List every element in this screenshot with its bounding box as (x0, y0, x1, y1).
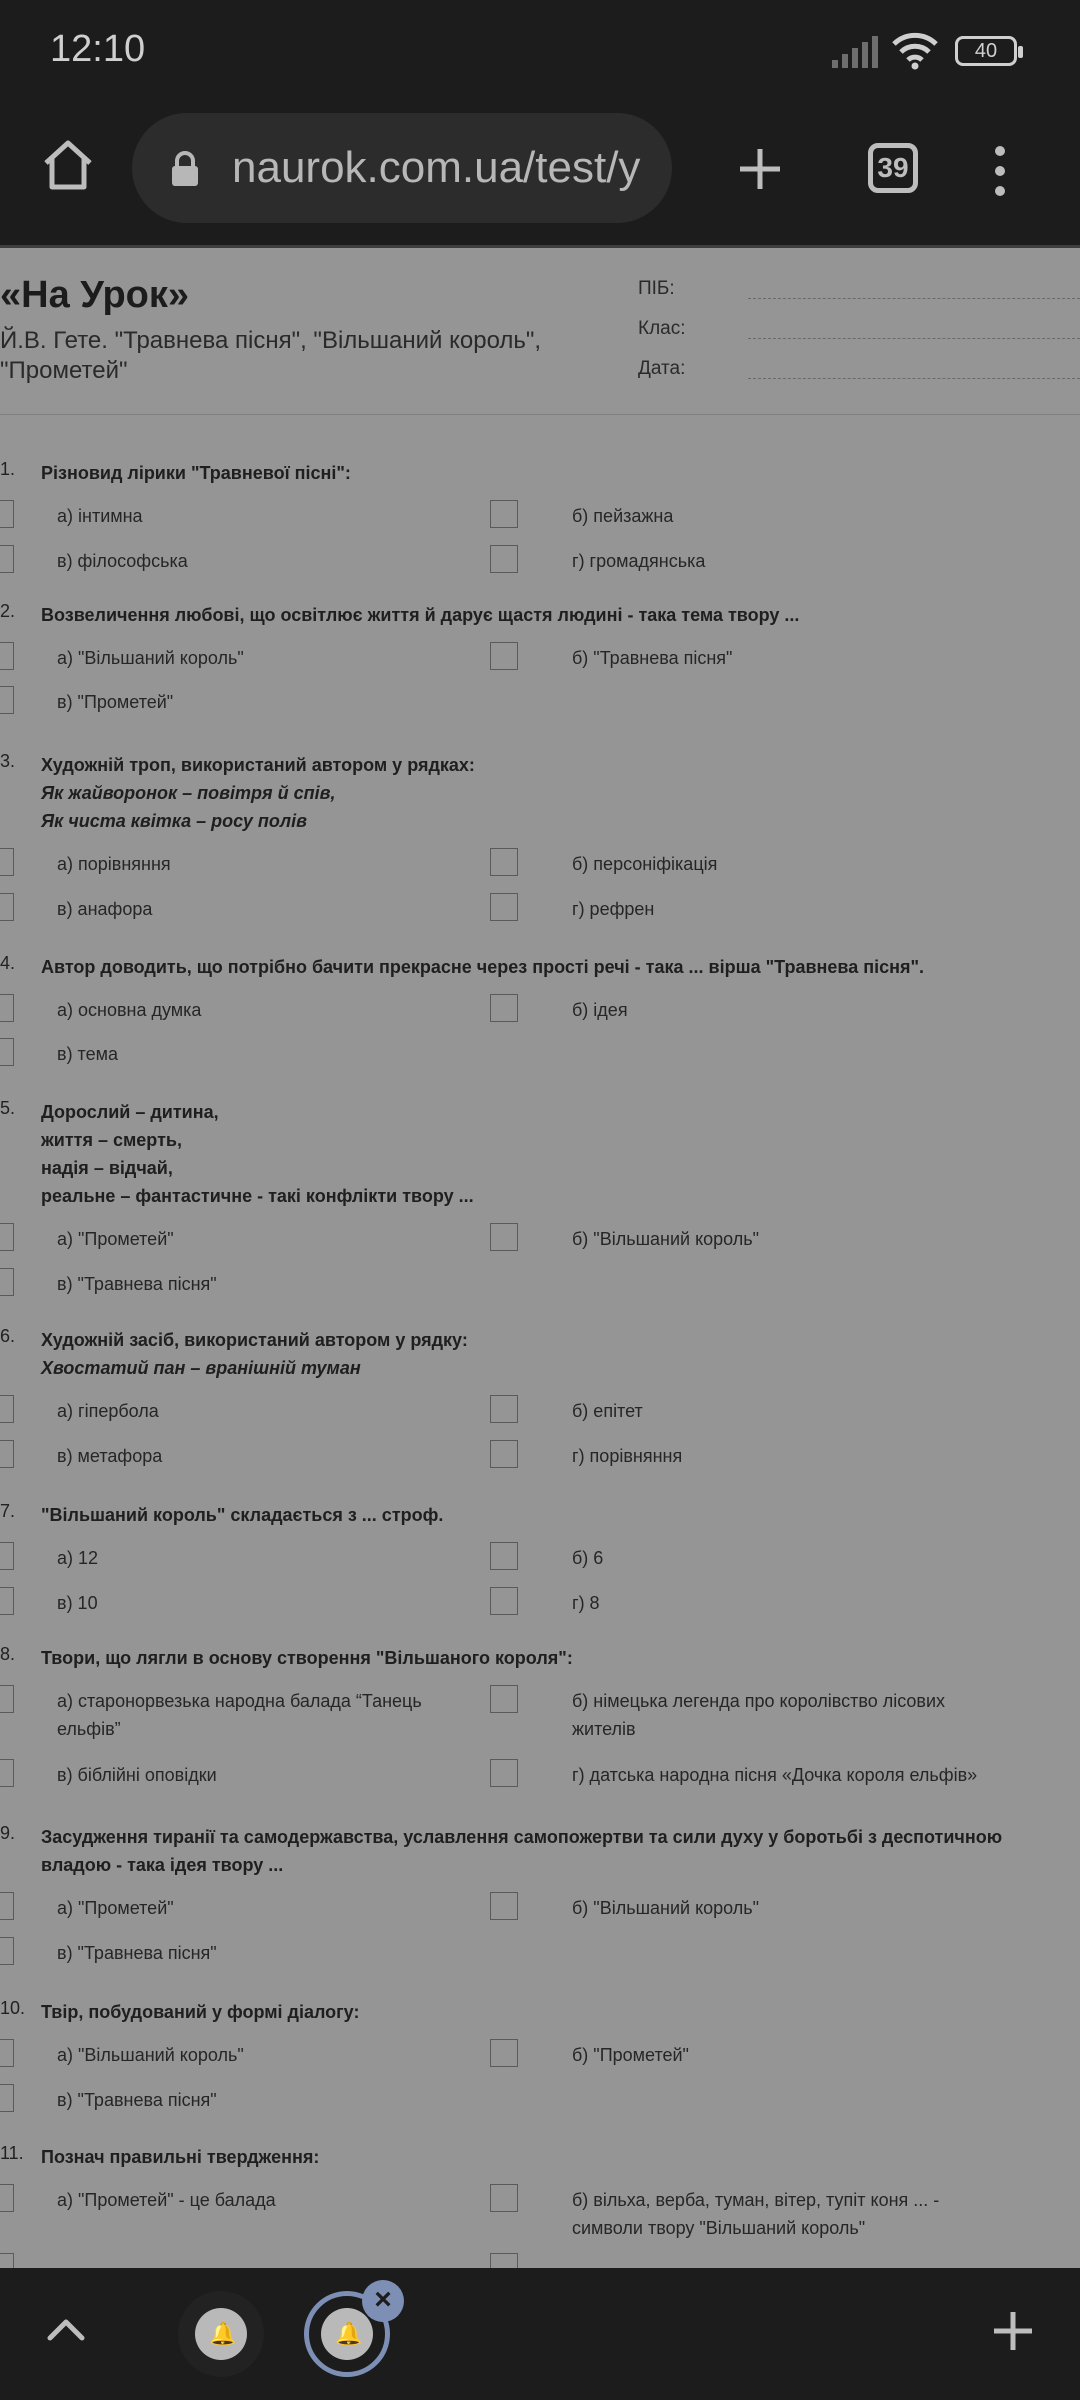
checkbox[interactable] (490, 2039, 518, 2067)
checkbox[interactable] (0, 1038, 14, 1066)
add-tab-icon[interactable] (990, 2308, 1036, 2354)
question-text: Познач правильні твердження: (41, 2147, 320, 2167)
question-number: 4. (0, 953, 16, 973)
address-bar[interactable] (132, 113, 672, 223)
menu-icon[interactable] (985, 141, 1015, 201)
option-label: в) "Травнева пісня" (57, 2090, 217, 2110)
question-text (41, 1326, 1051, 1382)
option-label: г) 8 (572, 1593, 600, 1613)
browser-toolbar (0, 105, 1080, 245)
checkbox[interactable] (0, 1892, 14, 1920)
checkbox[interactable] (0, 1759, 14, 1787)
checkbox[interactable] (0, 1395, 14, 1423)
checkbox[interactable] (0, 848, 14, 876)
question-number: 8. (0, 1644, 16, 1664)
question-text: Засудження тиранії та самодержавства, уславлення самопожертви та сили духу у боротьбі з деспотичною владою - така ідея твору ... (41, 1827, 1003, 1875)
checkbox[interactable] (490, 500, 518, 528)
checkbox[interactable] (490, 1395, 518, 1423)
option-label: в) метафора (57, 1446, 163, 1466)
checkbox[interactable] (0, 1223, 14, 1251)
checkbox[interactable] (0, 545, 14, 573)
option-label: а) 12 (57, 1548, 99, 1568)
question-number: 6. (0, 1326, 16, 1346)
option-label: б) пейзажна (572, 506, 674, 526)
url-text: naurok.com.ua/test/y (232, 143, 641, 192)
checkbox[interactable] (490, 1440, 518, 1468)
question-text (41, 751, 1051, 835)
tab-favicon (195, 2308, 247, 2360)
bell-icon: 🔔 (335, 2321, 363, 2346)
signal-icon (832, 34, 880, 68)
checkbox[interactable] (490, 893, 518, 921)
status-bar (0, 0, 1080, 105)
question-text: Твір, побудований у формі діалогу: (41, 2002, 360, 2022)
checkbox[interactable] (490, 994, 518, 1022)
question-number: 5. (0, 1098, 16, 1118)
option-label: а) "Прометей" - це балада (57, 2190, 276, 2210)
question-text: Твори, що лягли в основу створення "Вільшаного короля": (41, 1648, 573, 1668)
question-prompt: Художній засіб, використаний автором у рядку: (41, 1330, 468, 1350)
question-number: 1. (0, 459, 16, 479)
lock-icon (170, 151, 200, 187)
option-label: а) гіпербола (57, 1401, 159, 1421)
question-number: 7. (0, 1501, 16, 1521)
checkbox[interactable] (490, 1223, 518, 1251)
wifi-icon (892, 32, 938, 70)
checkbox[interactable] (490, 642, 518, 670)
question-text: Автор доводить, що потрібно бачити прекрасне через прості речі - така ... вірша "Травнева пісня". (41, 957, 925, 977)
checkbox[interactable] (0, 1542, 14, 1570)
option-label: в) "Прометей" (57, 692, 174, 712)
question-number: 11. (0, 2143, 24, 2163)
question-number: 10. (0, 1998, 26, 2018)
option-label: а) "Прометей" (57, 1229, 174, 1249)
checkbox[interactable] (0, 1587, 14, 1615)
option-label: б) "Вільшаний король" (572, 1229, 760, 1249)
checkbox[interactable] (0, 2084, 14, 2112)
option-label: а) "Вільшаний король" (57, 2045, 244, 2065)
checkbox[interactable] (490, 1587, 518, 1615)
question-line: Дорослий – дитина, (41, 1102, 219, 1122)
checkbox[interactable] (490, 2184, 518, 2212)
checkbox[interactable] (0, 642, 14, 670)
option-label: б) "Вільшаний король" (572, 1898, 760, 1918)
question-line: життя – смерть, (41, 1130, 182, 1150)
option-label: в) 10 (57, 1593, 98, 1613)
option-label: г) громадянська (572, 551, 706, 571)
option-label: б) епітет (572, 1401, 643, 1421)
question-text: Возвеличення любові, що освітлює життя й дарує щастя людині - така тема твору ... (41, 605, 800, 625)
question-number: 2. (0, 601, 16, 621)
checkbox[interactable] (0, 500, 14, 528)
checkbox[interactable] (0, 2184, 14, 2212)
checkbox[interactable] (490, 1892, 518, 1920)
option-label: а) основна думка (57, 1000, 202, 1020)
page-content (0, 248, 1080, 2268)
tab-favicon (321, 2308, 373, 2360)
option-label: в) філософська (57, 551, 188, 571)
option-label: а) "Прометей" (57, 1898, 174, 1918)
option-label: г) порівняння (572, 1446, 683, 1466)
option-label: а) "Вільшаний король" (57, 648, 244, 668)
option-label: г) рефрен (572, 899, 655, 919)
question-number: 9. (0, 1823, 16, 1843)
field-label-date: Дата: (638, 358, 686, 379)
checkbox[interactable] (0, 1937, 14, 1965)
question-text (41, 1098, 1051, 1210)
checkbox[interactable] (0, 2039, 14, 2067)
field-line-name (748, 298, 1080, 299)
option-label: б) вільха, верба, туман, вітер, тупіт коня ... - символи твору "Вільшаний король" (572, 2190, 940, 2238)
option-label: а) старонорвезька народна балада “Танець ельфів” (57, 1691, 422, 1739)
bottom-toolbar (0, 2268, 1080, 2400)
question-line: реальне – фантастичне - такі конфлікти твору ... (41, 1186, 474, 1206)
checkbox[interactable] (0, 686, 14, 714)
option-label: в) біблійні оповідки (57, 1765, 217, 1785)
option-label: б) "Травнева пісня" (572, 648, 733, 668)
field-line-date (748, 378, 1080, 379)
bell-icon: 🔔 (209, 2321, 237, 2346)
question-text: "Вільшаний король" складається з ... строф. (41, 1505, 444, 1525)
test-title: Й.В. Гете. "Травнева пісня", "Вільшаний король", "Прометей" (0, 327, 542, 384)
tab-switcher-button[interactable]: 39 (868, 143, 918, 193)
option-label: в) "Травнева пісня" (57, 1274, 217, 1294)
checkbox[interactable] (0, 1268, 14, 1296)
field-label-class: Клас: (638, 318, 686, 339)
option-label: б) німецька легенда про королівство лісових жителів (572, 1691, 946, 1739)
option-label: в) тема (57, 1044, 118, 1064)
checkbox[interactable] (0, 2253, 14, 2268)
chevron-up-icon[interactable] (44, 2308, 88, 2348)
checkbox[interactable] (0, 1685, 14, 1713)
option-label: г) датська народна пісня «Дочка короля ельфів» (572, 1765, 978, 1785)
home-icon[interactable] (38, 135, 98, 195)
question-line: надія – відчай, (41, 1158, 173, 1178)
quoted-line: Як чиста квітка – росу полів (41, 811, 307, 831)
checkbox[interactable] (490, 2253, 518, 2268)
option-label: б) 6 (572, 1548, 604, 1568)
header-divider (0, 414, 1080, 415)
option-label: в) "Травнева пісня" (57, 1943, 217, 1963)
question-text: Різновид лірики "Травневої пісні": (41, 463, 351, 483)
quoted-line: Хвостатий пан – вранішній туман (41, 1358, 361, 1378)
close-tab-icon[interactable]: × (362, 2280, 404, 2322)
status-time: 12:10 (50, 28, 146, 70)
question-prompt: Художній троп, використаний автором у рядках: (41, 755, 475, 775)
checkbox[interactable] (490, 848, 518, 876)
checkbox[interactable] (490, 1542, 518, 1570)
question-number: 3. (0, 751, 16, 771)
checkbox[interactable] (0, 994, 14, 1022)
quoted-line: Як жайворонок – повітря й спів, (41, 783, 336, 803)
option-label: а) інтимна (57, 506, 143, 526)
field-label-name: ПІБ: (638, 278, 675, 299)
option-label: б) ідея (572, 1000, 628, 1020)
checkbox[interactable] (0, 1440, 14, 1468)
checkbox[interactable] (490, 1685, 518, 1713)
option-label: б) персоніфікація (572, 854, 718, 874)
option-label: в) анафора (57, 899, 153, 919)
field-line-class (748, 338, 1080, 339)
battery-icon: 40 (955, 36, 1017, 66)
option-label: б) "Прометей" (572, 2045, 689, 2065)
tab-thumbnail[interactable] (178, 2291, 264, 2377)
checkbox[interactable] (0, 893, 14, 921)
checkbox[interactable] (490, 1759, 518, 1787)
option-label: а) порівняння (57, 854, 171, 874)
checkbox[interactable] (490, 545, 518, 573)
new-tab-icon[interactable] (730, 139, 790, 199)
site-title: «На Урок» (0, 274, 190, 316)
